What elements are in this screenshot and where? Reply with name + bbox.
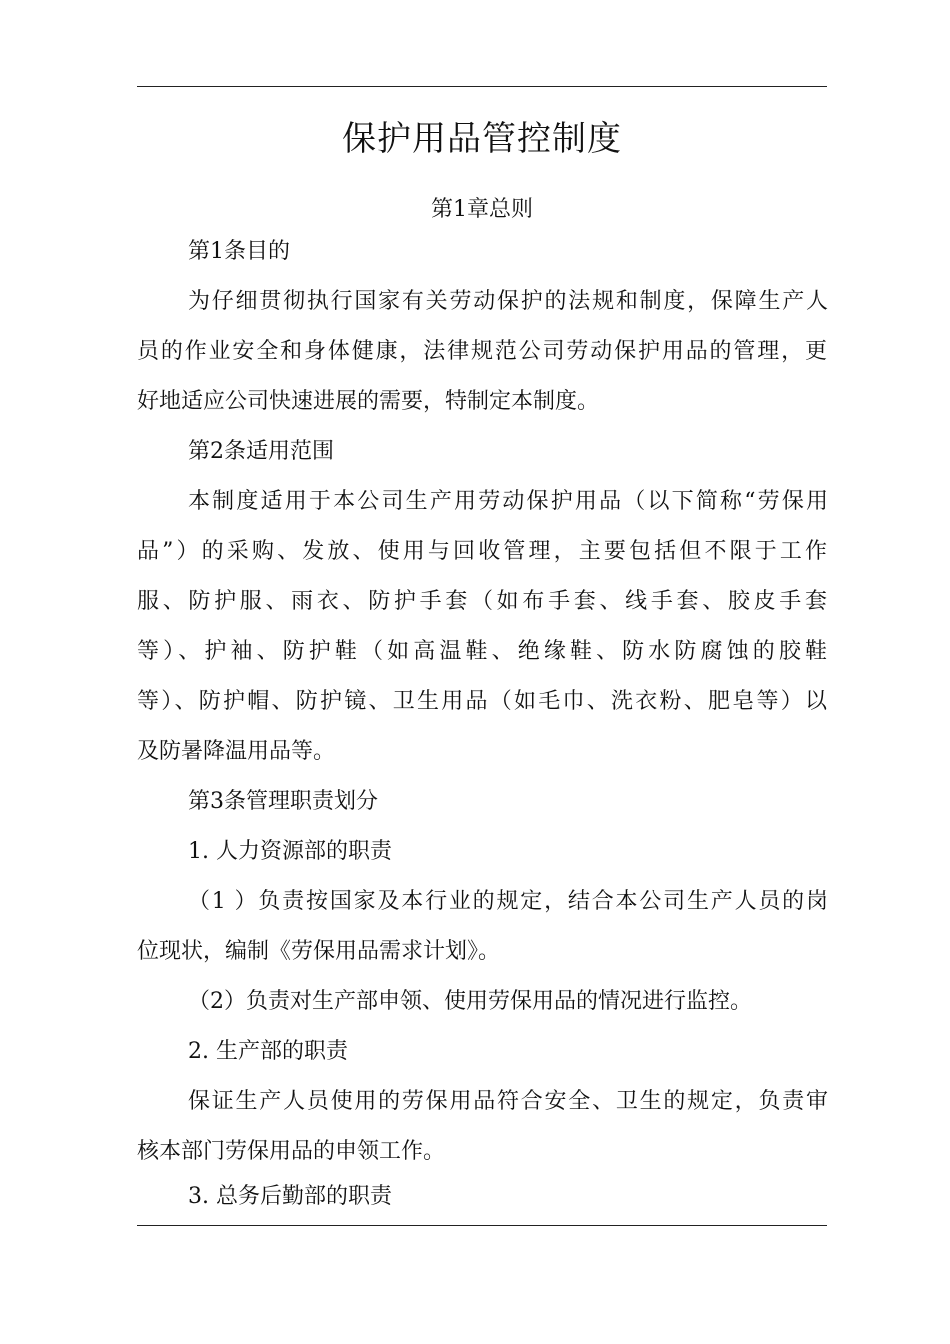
document-title: 保护用品管控制度 (342, 119, 622, 159)
article-3-heading: 第3条管理职责划分 (188, 789, 378, 814)
article-2-paragraph-line: 本制度适用于本公司生产用劳动保护用品（以下简称“劳保用 (188, 489, 828, 514)
logistics-duties-heading: 3. 总务后勤部的职责 (188, 1184, 392, 1209)
article-2-paragraph-line: 等）、防护帽、防护镜、卫生用品（如毛巾、洗衣粉、肥皂等）以 (137, 689, 827, 714)
article-1-paragraph-line: 员的作业安全和身体健康，法律规范公司劳动保护用品的管理，更 (137, 339, 827, 364)
chapter-heading: 第1章总则 (431, 197, 533, 222)
article-1-heading: 第1条目的 (188, 239, 290, 264)
hr-duty-item-line: （1 ）负责按国家及本行业的规定，结合本公司生产人员的岗 (188, 889, 828, 914)
article-2-paragraph-line: 等）、护袖、防护鞋（如高温鞋、绝缘鞋、防水防腐蚀的胶鞋 (137, 639, 827, 664)
footer-rule (137, 1225, 827, 1226)
production-duty-paragraph-line: 核本部门劳保用品的申领工作。 (137, 1139, 446, 1164)
hr-duties-heading: 1. 人力资源部的职责 (188, 839, 392, 864)
production-duty-paragraph-line: 保证生产人员使用的劳保用品符合安全、卫生的规定，负责审 (188, 1089, 828, 1114)
hr-duty-item-line: （2）负责对生产部申领、使用劳保用品的情况进行监控。 (188, 989, 752, 1014)
article-1-paragraph-line: 为仔细贯彻执行国家有关劳动保护的法规和制度，保障生产人 (188, 289, 828, 314)
article-2-paragraph-line: 服、防护服、雨衣、防护手套（如布手套、线手套、胶皮手套 (137, 589, 827, 614)
header-rule (137, 86, 827, 87)
hr-duty-item-line: 位现状，编制《劳保用品需求计划》。 (137, 939, 501, 964)
production-duties-heading: 2. 生产部的职责 (188, 1039, 348, 1064)
article-2-paragraph-line: 及防暑降温用品等。 (137, 739, 336, 764)
article-2-paragraph-line: 品”）的采购、发放、使用与回收管理，主要包括但不限于工作 (137, 539, 827, 564)
article-2-heading: 第2条适用范围 (188, 439, 334, 464)
article-1-paragraph-line: 好地适应公司快速进展的需要，特制定本制度。 (137, 389, 600, 414)
